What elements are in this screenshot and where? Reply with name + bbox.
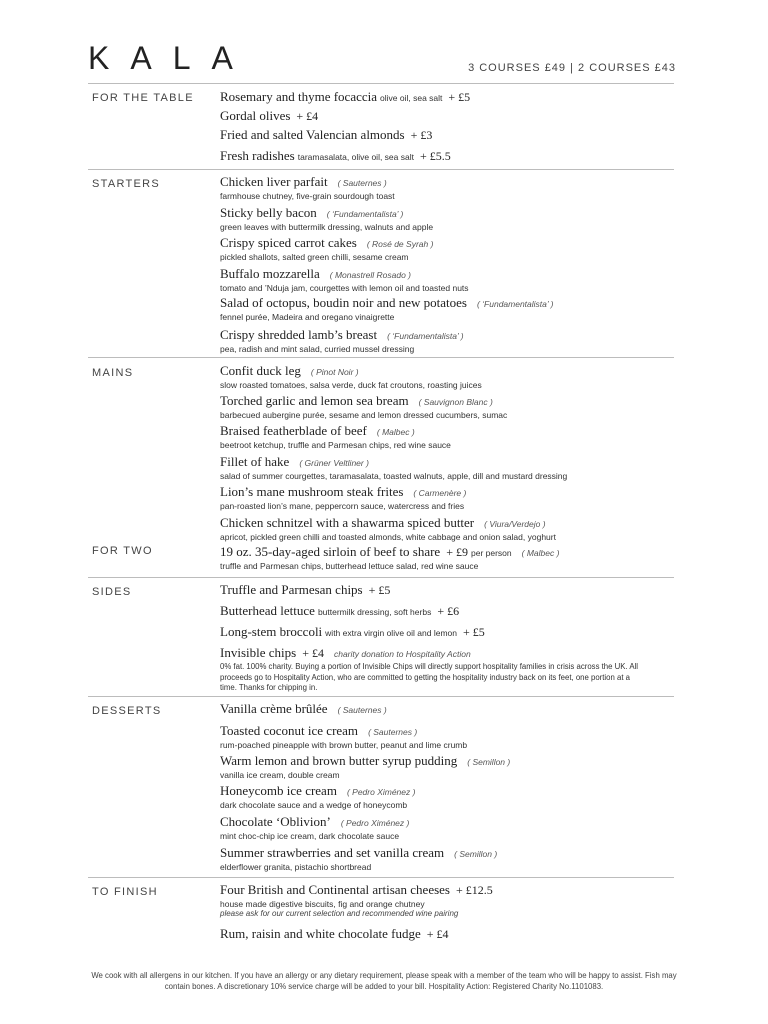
menu-item: [220, 173, 680, 201]
item-name: 19 oz. 35-day-aged sirloin of beef to share: [220, 544, 441, 559]
menu-item: [220, 453, 680, 481]
item-price: + £5.5: [419, 149, 451, 163]
wine-pairing: ( Pinot Noir ): [310, 367, 359, 377]
item-name: Fried and salted Valencian almonds: [220, 127, 405, 142]
item-detail: per person: [470, 548, 512, 558]
menu-item: [220, 813, 680, 841]
section-label: FOR TWO: [92, 545, 153, 557]
section-label: MAINS: [92, 367, 134, 379]
section-sides: [88, 577, 674, 697]
item-price: + £4: [296, 109, 319, 123]
wine-pairing: ( Malbec ): [376, 427, 415, 437]
menu-item: [220, 543, 680, 571]
item-price: + £5: [368, 583, 391, 597]
item-name: Chicken liver parfait: [220, 174, 328, 189]
item-description: barbecued aubergine purée, sesame and lemon dressed cucumbers, sumac: [220, 410, 508, 420]
section-label: SIDES: [92, 586, 132, 598]
menu-item: [220, 602, 680, 620]
item-description: truffle and Parmesan chips, butterhead lettuce salad, red wine sauce: [220, 561, 479, 571]
item-price: + £9: [446, 545, 468, 559]
item-name: Braised featherblade of beef: [220, 423, 367, 438]
allergen-footer: We cook with all allergens in our kitchen. If you have an allergy or any dietary requirement, please speak with a member of the team who will be happy to assist. Fish may contain bones. A discretionary 10% service charge will be added to your bill. Hospitality Action: Registered Charity No.1101083.: [91, 971, 677, 991]
item-description: rum-poached pineapple with brown butter, peanut and lime crumb: [220, 740, 468, 750]
wine-pairing: ( Malbec ): [521, 548, 560, 558]
wine-pairing: ( Grüner Veltliner ): [299, 458, 369, 468]
item-name: Fillet of hake: [220, 454, 290, 469]
charity-note: charity donation to Hospitality Action: [333, 649, 471, 659]
item-note: please ask for our current selection and recommended wine pairing: [220, 909, 459, 918]
item-detail: buttermilk dressing, soft herbs: [317, 607, 432, 617]
wine-pairing: ( Sauternes ): [368, 727, 418, 737]
menu-item: [220, 362, 680, 390]
item-price: + £6: [437, 604, 460, 618]
item-name: Gordal olives: [220, 108, 291, 123]
menu-item: [220, 514, 680, 542]
menu-item: [220, 925, 680, 943]
item-name: Rum, raisin and white chocolate fudge: [220, 926, 421, 941]
item-name: Torched garlic and lemon sea bream: [220, 393, 409, 408]
menu-item: [220, 204, 680, 232]
item-description: elderflower granita, pistachio shortbread: [220, 862, 372, 872]
item-description: dark chocolate sauce and a wedge of honeycomb: [220, 800, 408, 810]
menu-item: [220, 623, 680, 641]
item-name: Chicken schnitzel with a shawarma spiced butter: [220, 515, 475, 530]
menu-item: [220, 88, 680, 106]
course-prices: 3 COURSES £49 | 2 COURSES £43: [468, 62, 676, 74]
wine-pairing: ( ‘Fundamentalista’ ): [476, 299, 554, 309]
item-detail: olive oil, sea salt: [380, 93, 443, 103]
menu-item: [220, 147, 680, 165]
item-name: Sticky belly bacon: [220, 205, 317, 220]
section-for-the-table: [88, 83, 674, 170]
menu-item: [220, 782, 680, 810]
item-description: tomato and ’Nduja jam, courgettes with lemon oil and toasted nuts: [220, 283, 469, 293]
menu-item: [220, 752, 680, 780]
menu-item: [220, 126, 680, 144]
menu-item: [220, 422, 680, 450]
wine-pairing: ( Pedro Ximénez ): [346, 787, 416, 797]
menu-item: [220, 881, 680, 919]
item-name: Rosemary and thyme focaccia: [220, 89, 378, 104]
item-description: pan-roasted lion’s mane, peppercorn sauce, watercress and fries: [220, 501, 465, 511]
item-description: mint choc-chip ice cream, dark chocolate sauce: [220, 831, 400, 841]
item-name: Lion’s mane mushroom steak frites: [220, 484, 404, 499]
item-name: Buffalo mozzarella: [220, 266, 320, 281]
item-name: Crispy spiced carrot cakes: [220, 235, 357, 250]
menu-item: [220, 392, 680, 420]
menu-item: [220, 294, 680, 322]
section-to-finish: [88, 877, 674, 948]
item-name: Fresh radishes: [220, 148, 295, 163]
menu-item: [220, 265, 680, 293]
section-for-two: [88, 540, 674, 577]
item-description: pea, radish and mint salad, curried mussel dressing: [220, 344, 415, 354]
wine-pairing: ( Sauternes ): [337, 178, 387, 188]
wine-pairing: ( Sauvignon Blanc ): [418, 397, 493, 407]
menu-item: [220, 844, 680, 872]
item-name: Summer strawberries and set vanilla cream: [220, 845, 445, 860]
item-description: slow roasted tomatoes, salsa verde, duck fat croutons, roasting juices: [220, 380, 482, 390]
item-description: apricot, pickled green chilli and toasted almonds, white cabbage and onion salad, yoghurt: [220, 532, 556, 542]
menu-item: [220, 483, 680, 511]
wine-pairing: ( Monastrell Rosado ): [329, 270, 412, 280]
section-label: STARTERS: [92, 178, 161, 190]
section-label: TO FINISH: [92, 886, 158, 898]
wine-pairing: ( ‘Fundamentalista’ ): [387, 331, 464, 341]
item-name: Four British and Continental artisan cheeses: [220, 882, 450, 897]
item-description: vanilla ice cream, double cream: [220, 770, 340, 780]
section-label: FOR THE TABLE: [92, 92, 194, 104]
wine-pairing: ( Viura/Verdejo ): [484, 519, 546, 529]
menu-item: [220, 581, 680, 599]
item-name: Honeycomb ice cream: [220, 783, 337, 798]
item-price: + £4: [302, 646, 324, 660]
item-price: + £5: [448, 90, 471, 104]
menu-item: [220, 326, 680, 354]
item-name: Crispy shredded lamb’s breast: [220, 327, 378, 342]
section-desserts: [88, 696, 674, 878]
item-description: green leaves with buttermilk dressing, walnuts and apple: [220, 222, 434, 232]
section-starters: [88, 169, 674, 358]
item-description: house made digestive biscuits, fig and orange chutney: [220, 899, 425, 909]
wine-pairing: ( Sauternes ): [337, 705, 387, 715]
item-name: Vanilla crème brûlée: [220, 701, 328, 716]
wine-pairing: ( ‘Fundamentalista’ ): [326, 209, 404, 219]
wine-pairing: ( Semillon ): [467, 757, 511, 767]
item-price: + £5: [462, 625, 485, 639]
item-price: + £12.5: [455, 883, 493, 897]
item-name: Invisible chips: [220, 645, 297, 660]
item-description: beetroot ketchup, truffle and Parmesan chips, red wine sauce: [220, 440, 451, 450]
item-name: Long-stem broccoli: [220, 624, 323, 639]
item-name: Salad of octopus, boudin noir and new potatoes: [220, 295, 467, 310]
item-price: + £4: [426, 927, 449, 941]
item-description: farmhouse chutney, five-grain sourdough toast: [220, 191, 395, 201]
menu-item: [220, 107, 680, 125]
item-name: Butterhead lettuce: [220, 603, 315, 618]
item-detail: taramasalata, olive oil, sea salt: [297, 152, 414, 162]
item-name: Warm lemon and brown butter syrup pudding: [220, 753, 458, 768]
item-name: Confit duck leg: [220, 363, 301, 378]
menu-item: [220, 700, 680, 718]
item-name: Chocolate ‘Oblivion’: [220, 814, 331, 829]
wine-pairing: ( Pedro Ximénez ): [340, 818, 410, 828]
item-description: pickled shallots, salted green chilli, sesame cream: [220, 252, 409, 262]
menu-item: [220, 234, 680, 262]
section-mains: [88, 357, 674, 541]
wine-pairing: ( Rosé de Syrah ): [366, 239, 434, 249]
menu-item: [220, 644, 680, 694]
item-price: + £3: [410, 128, 433, 142]
item-name: Truffle and Parmesan chips: [220, 582, 363, 597]
menu-item: [220, 722, 680, 750]
item-detail: with extra virgin olive oil and lemon: [325, 628, 457, 638]
charity-description: 0% fat. 100% charity. Buying a portion of Invisible Chips will directly support hospitality families in crisis across the UK. All proceeds go to Hospitality Action, who are committed to getting the hospitality industry back on its feet, one portion at a time. Thanks for chipping in.: [220, 662, 639, 692]
wine-pairing: ( Carmenère ): [413, 488, 467, 498]
wine-pairing: ( Semillon ): [454, 849, 498, 859]
item-name: Toasted coconut ice cream: [220, 723, 359, 738]
section-label: DESSERTS: [92, 705, 162, 717]
item-description: salad of summer courgettes, taramasalata, toasted walnuts, apple, dill and mustard dressing: [220, 471, 568, 481]
brand-logo: KALA: [88, 40, 254, 76]
item-description: fennel purée, Madeira and oregano vinaigrette: [220, 312, 395, 322]
